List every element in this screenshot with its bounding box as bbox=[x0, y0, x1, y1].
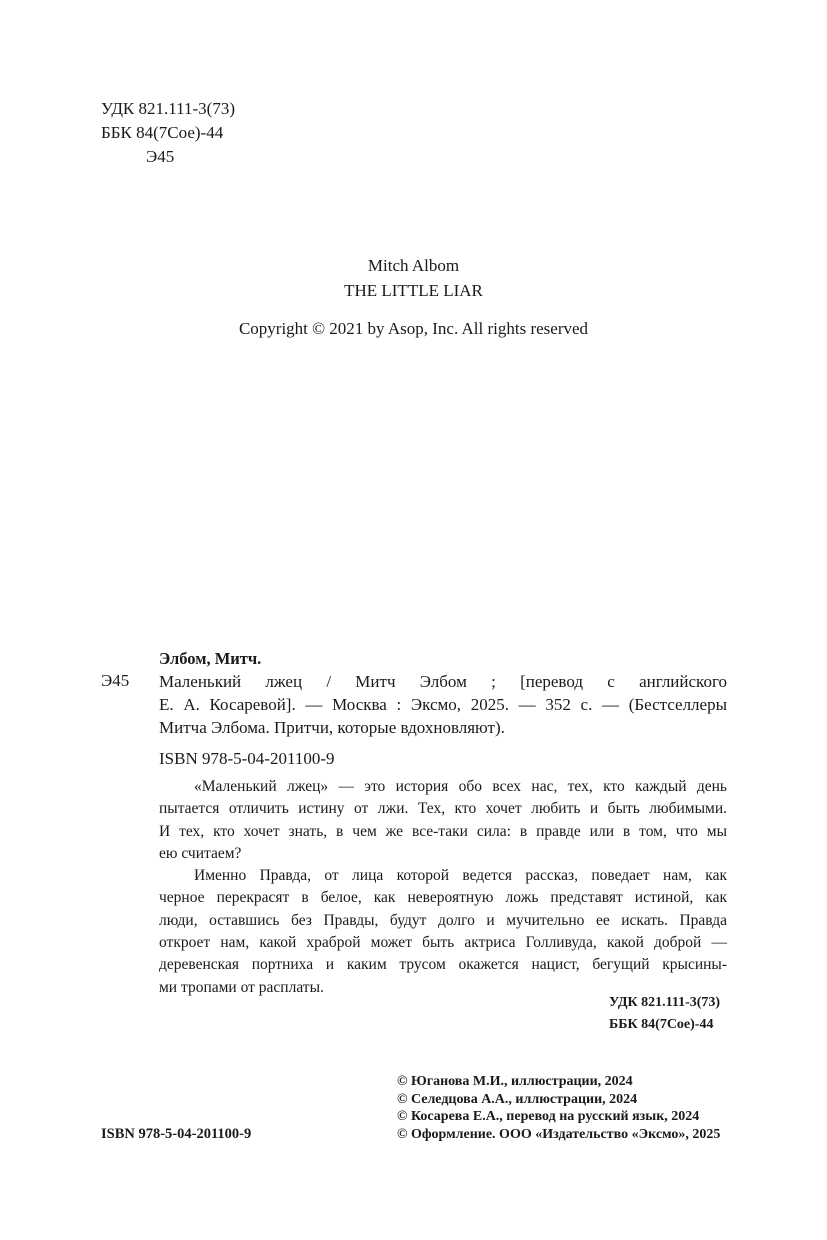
credit-line: © Юганова М.И., иллюстрации, 2024 bbox=[397, 1074, 633, 1089]
copyright-notice: Copyright © 2021 by Asop, Inc. All rights reserved bbox=[238, 319, 589, 338]
author-mark: Э45 bbox=[146, 147, 175, 166]
isbn-bottom: ISBN 978-5-04-201100-9 bbox=[101, 1126, 252, 1142]
catalog-author-heading: Элбом, Митч. bbox=[159, 649, 262, 668]
description-line: Е. А. Косаревой]. — Москва : Эксмо, 2025. — 352 с. — (Бестселлеры bbox=[159, 695, 727, 714]
classification-udk: УДК 821.111-3(73) bbox=[609, 995, 721, 1010]
annotation-line: черное перекрасят в белое, как невероятную ложь представят истиной, как bbox=[159, 889, 727, 907]
catalog-author-mark: Э45 bbox=[101, 671, 130, 690]
header-codes bbox=[101, 97, 235, 169]
annotation bbox=[159, 776, 727, 999]
annotation-line: пытается отличить истину от лжи. Тех, кто хочет любить и быть любимыми. bbox=[159, 800, 727, 818]
credit-line: © Косарева Е.А., перевод на русский язык, 2024 bbox=[397, 1109, 700, 1124]
annotation-line: «Маленький лжец» — это история обо всех нас, тех, кто каждый день bbox=[194, 778, 727, 795]
annotation-line: Именно Правда, от лица которой ведется рассказ, поведает нам, как bbox=[194, 867, 727, 885]
credit-line: © Оформление. ООО «Издательство «Эксмо», 2025 bbox=[397, 1126, 721, 1142]
description-line: Маленький лжец / Митч Элбом ; [перевод с английского bbox=[159, 672, 727, 691]
classification-codes bbox=[609, 992, 720, 1036]
annotation-line: деревенская портниха и каким трусом окажется нацист, бегущий крысины- bbox=[159, 956, 727, 974]
annotation-line: люди, оставшись без Правды, будут долго и мучительно ее искать. Правда bbox=[159, 911, 727, 929]
bbk-code: ББК 84(7Сое)-44 bbox=[101, 123, 224, 142]
udk-code: УДК 821.111-3(73) bbox=[101, 99, 235, 118]
credit-line: © Селедцова А.А., иллюстрации, 2024 bbox=[397, 1091, 638, 1107]
original-title: THE LITTLE LIAR bbox=[344, 281, 483, 300]
description-line: Митча Элбома. Притчи, которые вдохновляют). bbox=[159, 718, 505, 737]
bibliographic-description bbox=[159, 670, 727, 739]
annotation-line: ею считаем? bbox=[159, 844, 242, 862]
catalog-isbn: ISBN 978-5-04-201100-9 bbox=[159, 749, 335, 768]
original-author: Mitch Albom bbox=[367, 256, 460, 275]
copyright-credits bbox=[397, 1073, 720, 1143]
annotation-line: откроет нам, какой храброй может быть актриса Голливуда, какой доброй — bbox=[159, 934, 727, 952]
original-edition bbox=[0, 253, 827, 303]
annotation-line: ми тропами от расплаты. bbox=[159, 978, 324, 996]
classification-bbk: ББК 84(7Сое)-44 bbox=[609, 1017, 714, 1032]
annotation-line: И тех, кто хочет знать, в чем же все-таки сила: в правде или в том, что мы bbox=[159, 822, 727, 840]
